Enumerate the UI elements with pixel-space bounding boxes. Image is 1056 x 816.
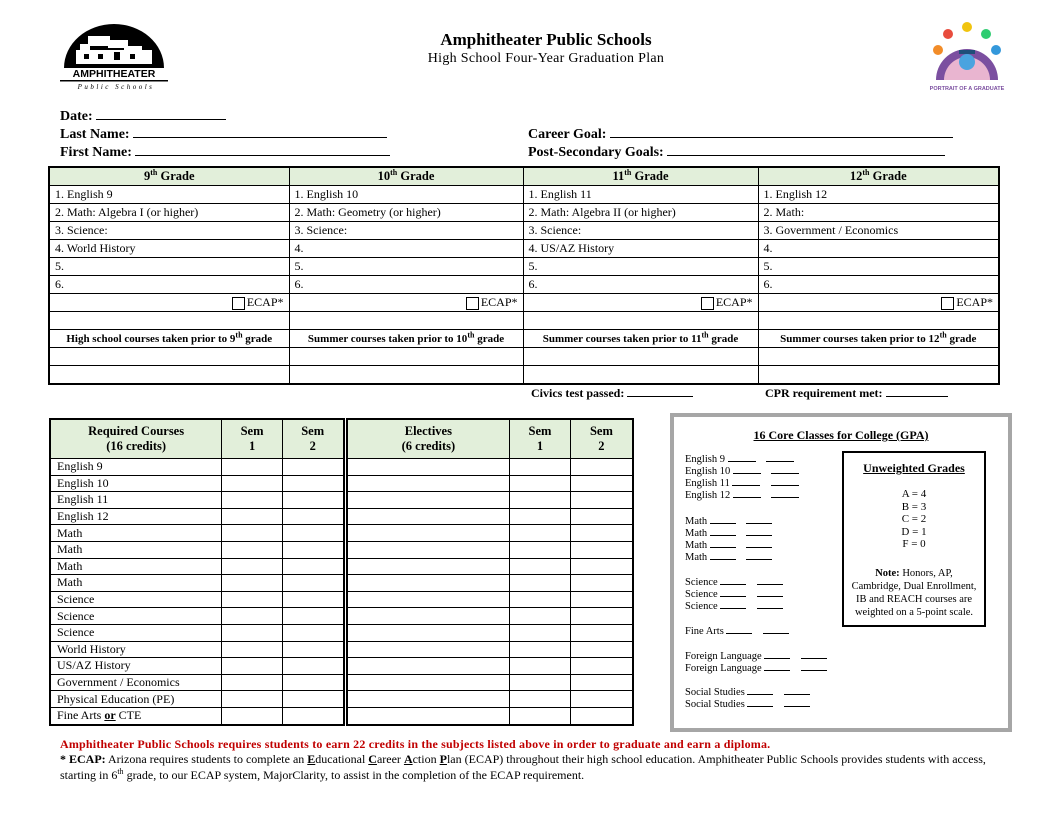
sem1-cell[interactable] — [510, 525, 571, 542]
course-cell[interactable]: 3. Science: — [49, 222, 289, 240]
sem1-cell[interactable] — [510, 608, 571, 625]
summer-cell[interactable] — [49, 366, 289, 385]
gpa-social-studies[interactable]: Social Studies — [685, 685, 810, 698]
sem2-cell[interactable] — [570, 591, 633, 608]
course-cell[interactable]: 6. — [523, 276, 758, 294]
cpr-field[interactable] — [765, 386, 948, 401]
course-row-3 — [49, 222, 999, 240]
sem1-cell[interactable] — [222, 624, 283, 641]
course-cell[interactable]: 2. Math: Geometry (or higher) — [289, 204, 523, 222]
gpa-english-12[interactable]: English 12 — [685, 488, 799, 501]
course-cell[interactable]: 2. Math: — [758, 204, 999, 222]
cpr-label: CPR requirement met: — [765, 386, 883, 400]
sem2-cell[interactable] — [282, 492, 345, 509]
ecap-checkbox[interactable] — [941, 297, 954, 310]
sem1-header: Sem 1 — [222, 419, 283, 459]
sem2-cell[interactable] — [570, 575, 633, 592]
blank-cell[interactable] — [289, 312, 523, 330]
sem2-cell[interactable] — [282, 591, 345, 608]
gpa-english-9[interactable]: English 9 — [685, 452, 794, 465]
four-year-plan-table — [48, 166, 1000, 385]
gpa-foreign-language[interactable]: Foreign Language — [685, 661, 827, 674]
sem1-cell[interactable] — [222, 492, 283, 509]
sem2-cell[interactable] — [282, 508, 345, 525]
sem2-cell[interactable] — [282, 691, 345, 708]
course-cell[interactable]: 5. — [49, 258, 289, 276]
table-row — [50, 641, 633, 658]
required-course-name: Science — [50, 591, 222, 608]
course-cell[interactable]: 4. US/AZ History — [523, 240, 758, 258]
sem2-cell[interactable] — [570, 475, 633, 492]
sem2-cell[interactable] — [570, 492, 633, 509]
course-row-2 — [49, 204, 999, 222]
required-course-name: US/AZ History — [50, 658, 222, 675]
sem1-cell[interactable] — [510, 674, 571, 691]
required-course-name: Government / Economics — [50, 674, 222, 691]
required-course-name: Math — [50, 558, 222, 575]
sem1-cell[interactable] — [222, 575, 283, 592]
sem1-cell[interactable] — [222, 674, 283, 691]
last-name-field[interactable] — [60, 125, 387, 143]
sem2-cell[interactable] — [282, 541, 345, 558]
blank-cell[interactable] — [49, 312, 289, 330]
table-row — [50, 591, 633, 608]
course-table-header — [50, 419, 633, 459]
sem2-cell[interactable] — [282, 641, 345, 658]
required-course-name: English 9 — [50, 459, 222, 476]
ecap-9[interactable]: ECAP* — [49, 294, 289, 312]
sem2-cell[interactable] — [282, 707, 345, 724]
course-cell[interactable]: 6. — [289, 276, 523, 294]
grade-scale — [844, 488, 984, 551]
summer-cell[interactable] — [758, 366, 999, 385]
sem1-cell[interactable] — [222, 707, 283, 724]
ecap-checkbox[interactable] — [232, 297, 245, 310]
unweighted-title: Unweighted Grades — [863, 461, 965, 475]
course-cell[interactable]: 1. English 11 — [523, 186, 758, 204]
table-row — [50, 558, 633, 575]
elective-cell[interactable] — [345, 691, 510, 708]
post-secondary-line[interactable] — [667, 143, 945, 156]
sem1-cell[interactable] — [510, 707, 571, 724]
elective-cell[interactable] — [345, 508, 510, 525]
ecap-12[interactable]: ECAP* — [758, 294, 999, 312]
sem1-cell[interactable] — [222, 591, 283, 608]
course-row-1 — [49, 186, 999, 204]
course-cell[interactable]: 6. — [758, 276, 999, 294]
gpa-fine-arts[interactable]: Fine Arts — [685, 624, 789, 637]
blank-cell[interactable] — [523, 312, 758, 330]
required-course-name: Science — [50, 608, 222, 625]
required-course-name: Math — [50, 525, 222, 542]
elective-cell[interactable] — [345, 658, 510, 675]
elective-cell[interactable] — [345, 624, 510, 641]
elective-cell[interactable] — [345, 674, 510, 691]
sem2-cell[interactable] — [570, 658, 633, 675]
elective-cell[interactable] — [345, 525, 510, 542]
career-goal-line[interactable] — [610, 125, 953, 138]
sem1-cell[interactable] — [222, 641, 283, 658]
grade-header-row — [49, 167, 999, 186]
required-course-fine-arts-cte: Fine Arts or CTE — [50, 707, 222, 724]
gpa-english-11[interactable]: English 11 — [685, 476, 799, 489]
elective-cell[interactable] — [345, 707, 510, 724]
table-row — [50, 475, 633, 492]
gpa-math[interactable]: Math — [685, 526, 772, 539]
course-cell[interactable]: 3. Science: — [289, 222, 523, 240]
elective-cell[interactable] — [345, 459, 510, 476]
cpr-line[interactable] — [886, 386, 948, 397]
electives-header: Electives (6 credits) — [345, 419, 510, 459]
date-field[interactable] — [60, 107, 226, 125]
blank-row — [49, 312, 999, 330]
gpa-social-studies[interactable]: Social Studies — [685, 697, 810, 710]
grade-b: B = 3 — [901, 500, 927, 513]
table-row — [50, 658, 633, 675]
summer-12-label: Summer courses taken prior to 12th grade — [758, 330, 999, 348]
sem2-cell[interactable] — [282, 658, 345, 675]
course-cell[interactable]: 6. — [49, 276, 289, 294]
sem1-cell[interactable] — [510, 658, 571, 675]
summer-11-label: Summer courses taken prior to 11th grade — [523, 330, 758, 348]
elective-sem2-header: Sem 2 — [570, 419, 633, 459]
elective-cell[interactable] — [345, 541, 510, 558]
date-label: Date: — [60, 109, 93, 124]
logo-left-subtext: Public Schools — [77, 83, 155, 91]
required-course-name: English 10 — [50, 475, 222, 492]
grade-12-header: 12th Grade — [758, 167, 999, 186]
ecap-note: * ECAP: Arizona requires students to complete an Educational Career Action Plan (ECAP) throughout their high school education. Amphitheater Public Schools provides students with access, starting in 6th grade, to our ECAP system, MajorClarity, to assist in the completion of the ECAP requirement. — [60, 752, 986, 782]
career-goal-label: Career Goal: — [528, 127, 607, 142]
gpa-math[interactable]: Math — [685, 538, 772, 551]
course-cell[interactable]: 4. — [289, 240, 523, 258]
ecap-checkbox[interactable] — [466, 297, 479, 310]
sem1-cell[interactable] — [222, 541, 283, 558]
sem2-cell[interactable] — [570, 459, 633, 476]
first-name-label: First Name: — [60, 145, 132, 160]
course-cell[interactable]: 4. World History — [49, 240, 289, 258]
sem1-cell[interactable] — [222, 658, 283, 675]
last-name-line[interactable] — [133, 125, 387, 138]
sem2-cell[interactable] — [282, 459, 345, 476]
course-cell[interactable]: 3. Science: — [523, 222, 758, 240]
school-title: Amphitheater Public Schools — [440, 30, 652, 49]
sem2-cell[interactable] — [570, 641, 633, 658]
sem1-cell[interactable] — [510, 641, 571, 658]
core-classes-gpa-box — [670, 413, 1012, 732]
sem2-cell[interactable] — [282, 475, 345, 492]
gpa-foreign-language[interactable]: Foreign Language — [685, 649, 827, 662]
gpa-title: 16 Core Classes for College (GPA) — [753, 428, 929, 442]
graduate-emblem-icon — [926, 20, 1008, 98]
post-secondary-field[interactable] — [528, 143, 945, 161]
sem2-cell[interactable] — [570, 508, 633, 525]
elective-cell[interactable] — [345, 575, 510, 592]
required-course-name: Math — [50, 575, 222, 592]
unweighted-grades-box — [842, 451, 986, 627]
gpa-science[interactable]: Science — [685, 599, 783, 612]
summer-cell[interactable] — [523, 348, 758, 366]
course-cell[interactable]: 1. English 12 — [758, 186, 999, 204]
course-cell[interactable]: 4. — [758, 240, 999, 258]
date-line[interactable] — [96, 107, 226, 120]
elective-cell[interactable] — [345, 492, 510, 509]
elective-sem1-header: Sem 1 — [510, 419, 571, 459]
sem1-cell[interactable] — [222, 459, 283, 476]
sem1-cell[interactable] — [222, 691, 283, 708]
sem2-cell[interactable] — [282, 525, 345, 542]
sem2-cell[interactable] — [282, 674, 345, 691]
summer-row-1 — [49, 348, 999, 366]
gpa-science[interactable]: Science — [685, 575, 783, 588]
sem1-cell[interactable] — [510, 575, 571, 592]
summer-header-row — [49, 330, 999, 348]
table-row — [50, 508, 633, 525]
elective-cell[interactable] — [345, 558, 510, 575]
sem1-cell[interactable] — [222, 525, 283, 542]
ecap-10[interactable]: ECAP* — [289, 294, 523, 312]
required-course-name: Physical Education (PE) — [50, 691, 222, 708]
table-row — [50, 575, 633, 592]
grade-11-header: 11th Grade — [523, 167, 758, 186]
sem2-cell[interactable] — [570, 624, 633, 641]
course-row-4 — [49, 240, 999, 258]
sem1-cell[interactable] — [510, 541, 571, 558]
sem2-cell[interactable] — [282, 624, 345, 641]
grade-d: D = 1 — [901, 525, 927, 538]
required-courses-header: Required Courses (16 credits) — [50, 419, 222, 459]
post-secondary-label: Post-Secondary Goals: — [528, 145, 664, 160]
career-goal-field[interactable] — [528, 125, 953, 143]
sem2-cell[interactable] — [570, 541, 633, 558]
summer-cell[interactable] — [289, 348, 523, 366]
ecap-11[interactable]: ECAP* — [523, 294, 758, 312]
sem2-header: Sem 2 — [282, 419, 345, 459]
logo-right-text: PORTRAIT OF A GRADUATE — [929, 86, 1005, 92]
civics-line[interactable] — [627, 386, 693, 397]
sem2-cell[interactable] — [570, 608, 633, 625]
weighted-note: Note: Honors, AP, Cambridge, Dual Enrollment, IB and REACH courses are weighted on a 5-point scale. — [851, 567, 977, 618]
course-cell[interactable]: 5. — [758, 258, 999, 276]
required-course-name: Science — [50, 624, 222, 641]
course-row-6 — [49, 276, 999, 294]
sem2-cell[interactable] — [282, 608, 345, 625]
table-row — [50, 608, 633, 625]
plan-title: High School Four-Year Graduation Plan — [427, 51, 665, 66]
first-name-line[interactable] — [135, 143, 390, 156]
table-row — [50, 674, 633, 691]
sem2-cell[interactable] — [570, 558, 633, 575]
table-row — [50, 541, 633, 558]
sem1-cell[interactable] — [510, 624, 571, 641]
elective-cell[interactable] — [345, 475, 510, 492]
gpa-math[interactable]: Math — [685, 550, 772, 563]
sem1-cell[interactable] — [510, 508, 571, 525]
grade-c: C = 2 — [901, 513, 927, 525]
sem1-cell[interactable] — [510, 558, 571, 575]
summer-cell[interactable] — [523, 366, 758, 385]
ecap-checkbox[interactable] — [701, 297, 714, 310]
sem2-cell[interactable] — [570, 525, 633, 542]
sem2-cell[interactable] — [570, 674, 633, 691]
last-name-label: Last Name: — [60, 127, 130, 142]
course-cell[interactable]: 1. English 9 — [49, 186, 289, 204]
gpa-english-10[interactable]: English 10 — [685, 464, 799, 477]
course-row-5 — [49, 258, 999, 276]
required-course-name: World History — [50, 641, 222, 658]
sem1-cell[interactable] — [222, 608, 283, 625]
sem2-cell[interactable] — [282, 575, 345, 592]
course-cell[interactable]: 5. — [289, 258, 523, 276]
required-course-name: Math — [50, 541, 222, 558]
gpa-science[interactable]: Science — [685, 587, 783, 600]
table-row — [50, 492, 633, 509]
elective-cell[interactable] — [345, 641, 510, 658]
summer-9-label: High school courses taken prior to 9th grade — [49, 330, 289, 348]
elective-cell[interactable] — [345, 608, 510, 625]
sem1-cell[interactable] — [510, 492, 571, 509]
sem2-cell[interactable] — [282, 558, 345, 575]
grade-a: A = 4 — [901, 488, 927, 500]
table-row — [50, 624, 633, 641]
required-course-name: English 12 — [50, 508, 222, 525]
table-row — [50, 707, 633, 724]
course-cell[interactable]: 3. Government / Economics — [758, 222, 999, 240]
required-course-name: English 11 — [50, 492, 222, 509]
summer-row-2 — [49, 366, 999, 385]
course-cell[interactable]: 1. English 10 — [289, 186, 523, 204]
sem1-cell[interactable] — [222, 475, 283, 492]
course-cell[interactable]: 2. Math: Algebra I (or higher) — [49, 204, 289, 222]
grade-10-header: 10th Grade — [289, 167, 523, 186]
graduation-requirement-note: Amphitheater Public Schools requires students to earn 22 credits in the subjects listed above in order to graduate and earn a diploma. — [60, 737, 771, 751]
sem1-cell[interactable] — [222, 508, 283, 525]
course-cell[interactable]: 5. — [523, 258, 758, 276]
civics-label: Civics test passed: — [531, 386, 625, 400]
blank-cell[interactable] — [758, 312, 999, 330]
summer-cell[interactable] — [758, 348, 999, 366]
summer-cell[interactable] — [289, 366, 523, 385]
sem2-cell[interactable] — [570, 691, 633, 708]
grade-9-header: 9th Grade — [49, 167, 289, 186]
elective-cell[interactable] — [345, 591, 510, 608]
sem1-cell[interactable] — [510, 459, 571, 476]
sem1-cell[interactable] — [510, 591, 571, 608]
summer-cell[interactable] — [49, 348, 289, 366]
ecap-row — [49, 294, 999, 312]
logo-left-text: AMPHITHEATER — [72, 68, 156, 80]
sem2-cell[interactable] — [570, 707, 633, 724]
first-name-field[interactable] — [60, 143, 390, 161]
gpa-math[interactable]: Math — [685, 514, 772, 527]
table-row — [50, 525, 633, 542]
table-row — [50, 459, 633, 476]
civics-test-field[interactable] — [531, 386, 693, 401]
portrait-of-graduate-logo — [926, 20, 1008, 98]
sem1-cell[interactable] — [510, 691, 571, 708]
course-cell[interactable]: 2. Math: Algebra II (or higher) — [523, 204, 758, 222]
required-courses-table — [49, 418, 634, 726]
sem1-cell[interactable] — [510, 475, 571, 492]
table-row — [50, 691, 633, 708]
grade-f: F = 0 — [902, 538, 926, 550]
sem1-cell[interactable] — [222, 558, 283, 575]
summer-10-label: Summer courses taken prior to 10th grade — [289, 330, 523, 348]
